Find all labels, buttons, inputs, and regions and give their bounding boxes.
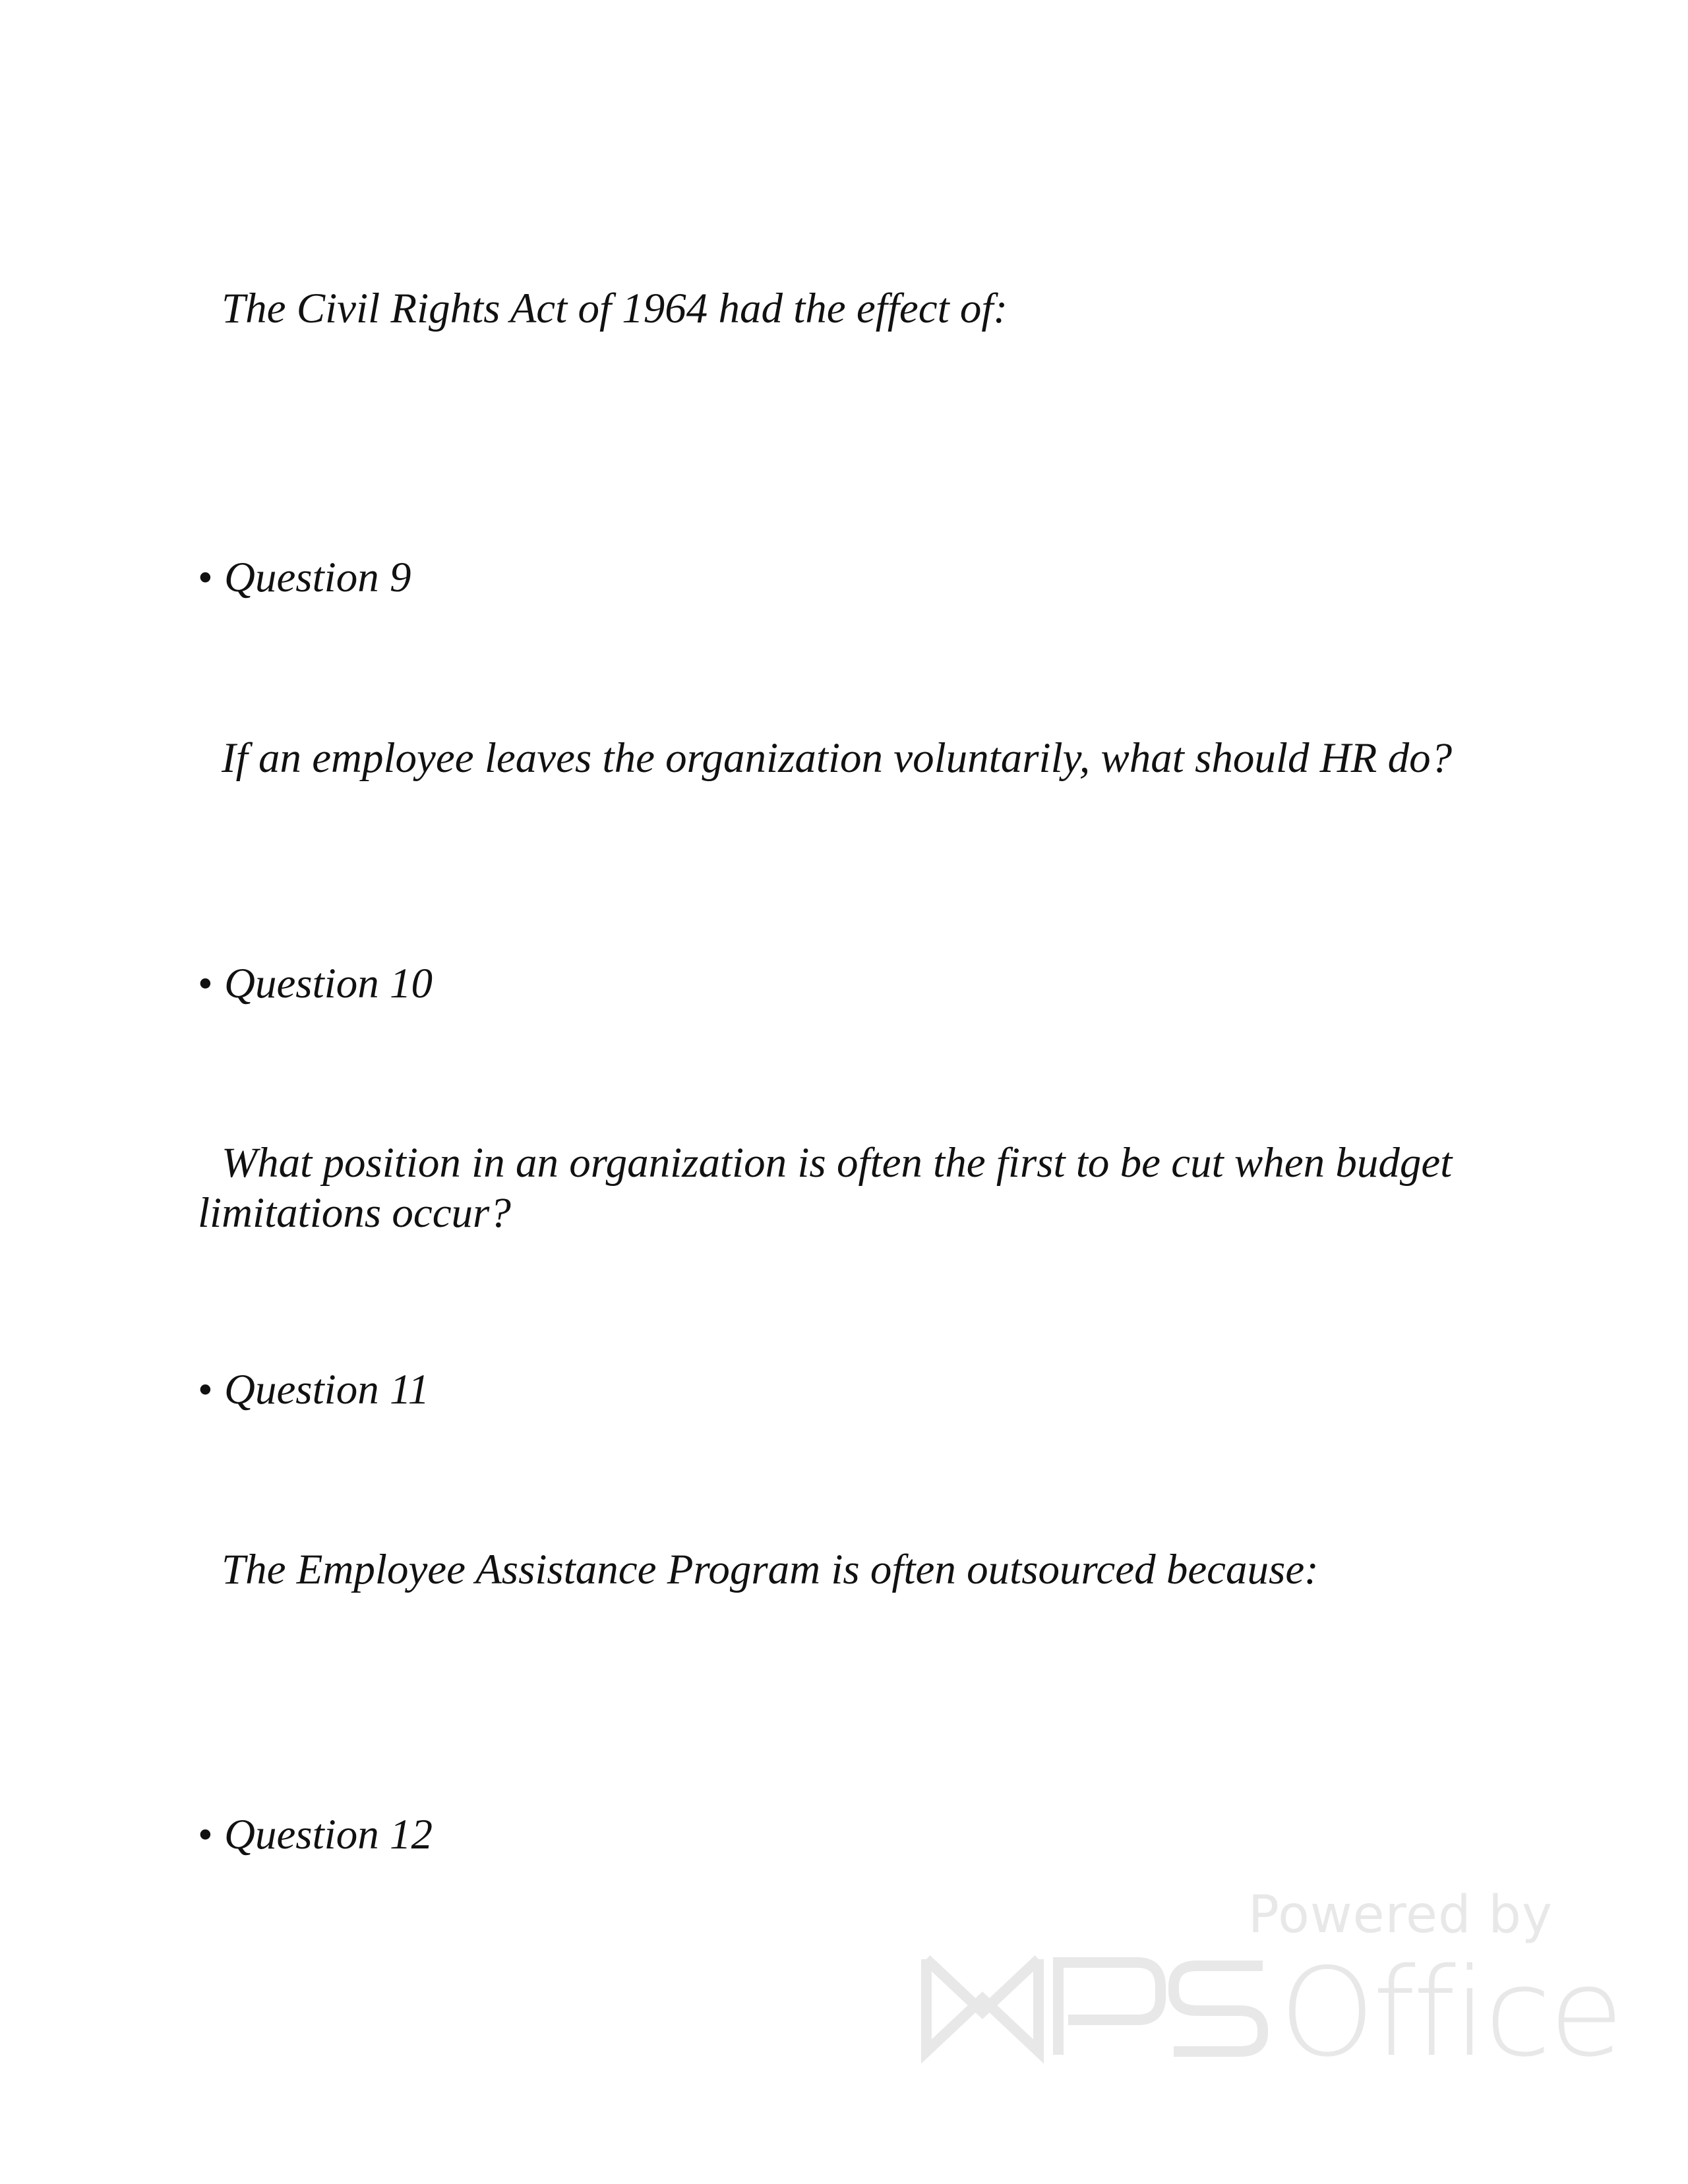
- question-11-text: The Employee Assistance Program is often outsourced because:: [222, 1546, 1319, 1593]
- question-10-label: Question 10: [224, 960, 433, 1007]
- question-9-text: If an employee leaves the organization voluntarily, what should HR do?: [222, 734, 1453, 782]
- question-9-label: Question 9: [224, 554, 411, 601]
- bullet-icon: •: [198, 1811, 213, 1858]
- question-8-text: The Civil Rights Act of 1964 had the effect of:: [222, 285, 1008, 332]
- question-12-heading: [198, 1810, 433, 1860]
- bullet-icon: •: [198, 554, 213, 601]
- bullet-icon: •: [198, 960, 213, 1007]
- wps-office-logo: [920, 1941, 1621, 2084]
- question-11-heading: [198, 1365, 429, 1415]
- watermark-powered-by: Powered by: [1248, 1885, 1553, 1945]
- question-10-heading: [198, 959, 433, 1009]
- wps-office-watermark: [920, 1885, 1621, 2084]
- question-11-label: Question 11: [224, 1366, 430, 1413]
- question-9-heading: [198, 552, 411, 603]
- svg-text:Office: Office: [1279, 1941, 1621, 2084]
- question-12-label: Question 12: [224, 1811, 433, 1858]
- question-10-text: What position in an organization is often the first to be cut when budget limitations occur?: [198, 1139, 1453, 1237]
- bullet-icon: •: [198, 1366, 213, 1413]
